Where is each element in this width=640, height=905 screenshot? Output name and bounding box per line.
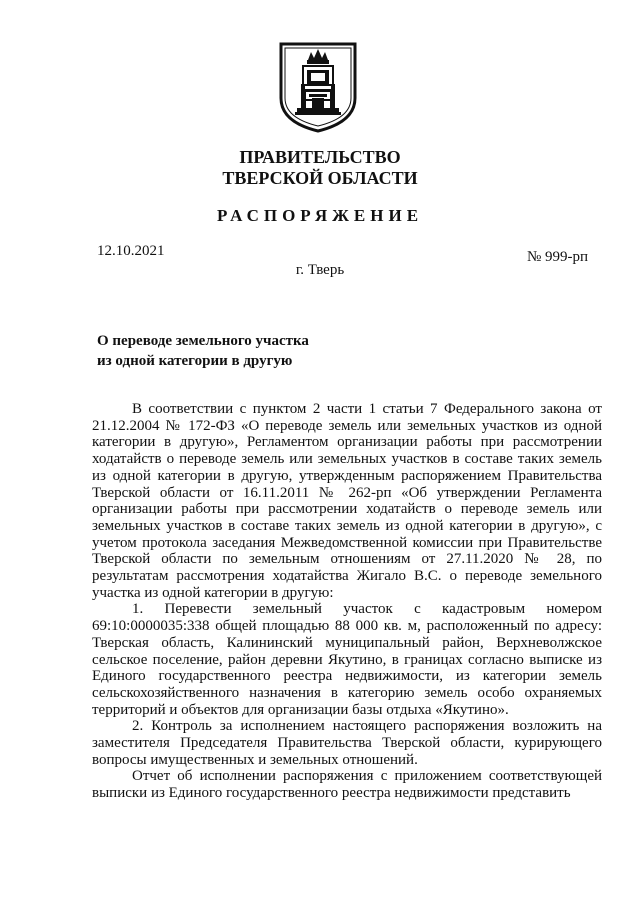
- tver-coat-of-arms-icon: [277, 40, 359, 134]
- document-type: РАСПОРЯЖЕНИЕ: [216, 206, 424, 225]
- document-date: 12.10.2021: [97, 243, 165, 259]
- document-title-line2: из одной категории в другую: [97, 353, 293, 369]
- document-title: [97, 331, 309, 371]
- item-1-paragraph: 1. Перевести земельный участок с кадастровым номером 69:10:0000035:338 общей площадью 88 000 кв. м, расположенный по адресу: Тверская область, Калининский муниципальный район, Верхневолжское сельское поселение, район деревни Якутино, в границах согласно выписке из Единого государственного реестра недвижимости, из категории земель сельскохозяйственного назначения в категорию земель особо охраняемых территорий и объектов для организации базы отдыха «Якутино».: [92, 601, 602, 718]
- document-title-line1: О переводе земельного участка: [97, 333, 309, 349]
- government-name-line1: ПРАВИТЕЛЬСТВО: [239, 147, 401, 167]
- document-body: [92, 401, 602, 802]
- preamble-paragraph: В соответствии с пунктом 2 части 1 статьи 7 Федерального закона от 21.12.2004 № 172-ФЗ «О переводе земель или земельных участков из одной категории в другую», Регламентом организации работы при рассмотрении ходатайств о переводе земель или земельных участков в составе таких земель из одной категории в другую, утвержденным распоряжением Правительства Тверской области от 16.11.2011 № 262-рп «Об утверждении Регламента организации работы при рассмотрении ходатайств о переводе земель или земельных участков в составе таких земель из одной категории в другую», с учетом протокола заседания Межведомственной комиссии при Правительстве Тверской области по земельным отношениям от 27.11.2020 № 28, по результатам рассмотрения ходатайства Жигало В.С. о переводе земельного участка из одной категории в другую:: [92, 401, 602, 601]
- document-number: № 999-рп: [527, 249, 589, 265]
- item-2-paragraph: 2. Контроль за исполнением настоящего распоряжения возложить на заместителя Председателя Правительства Тверской области, курирующего вопросы имущественных и земельных отношений.: [92, 718, 602, 768]
- report-paragraph: Отчет об исполнении распоряжения с приложением соответствующей выписки из Единого государственного реестра недвижимости представить: [92, 768, 602, 802]
- government-name-line2: ТВЕРСКОЙ ОБЛАСТИ: [222, 168, 418, 188]
- document-city: г. Тверь: [295, 262, 345, 278]
